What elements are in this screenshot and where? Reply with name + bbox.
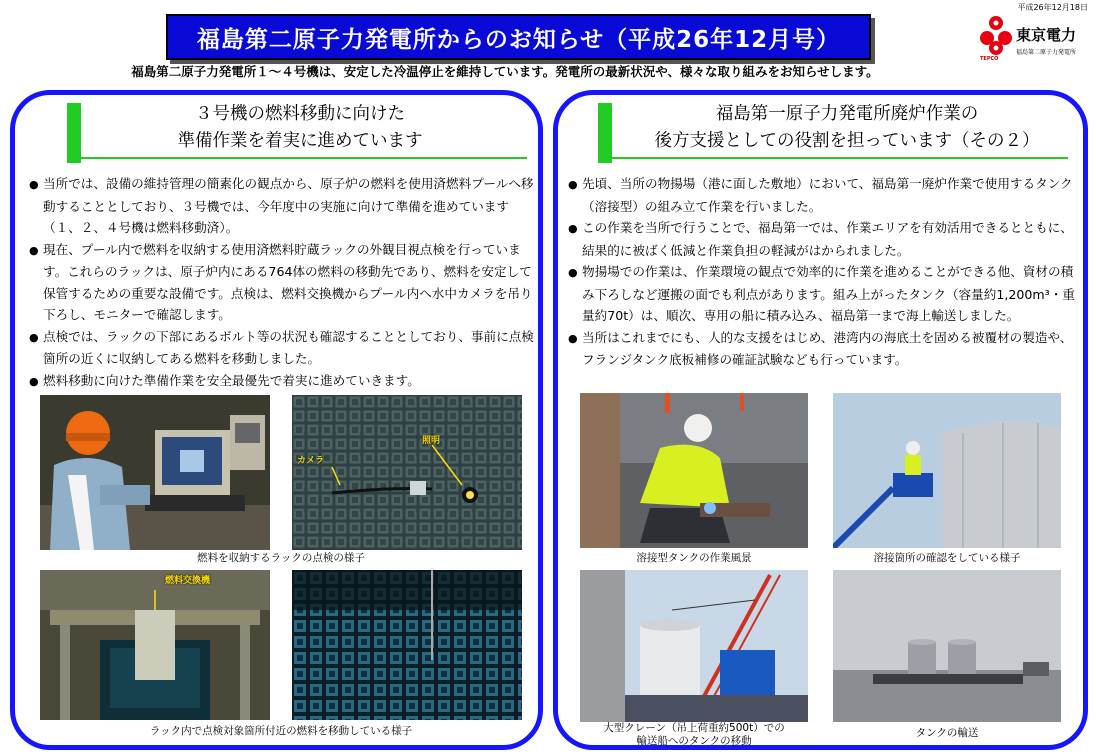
right-article-panel [553,90,1088,750]
caption-weld-check: 溶接箇所の確認をしている様子 [873,552,1021,564]
photo-welding-work [580,393,808,548]
photo-inspection-monitor [40,395,270,550]
heading-line: 後方支援としての役割を担っています（その２） [654,131,1040,151]
issue-date: 平成26年12月18日 [1017,3,1088,12]
heading-accent-bar [598,103,612,163]
list-item: ● 燃料移動に向けた準備作業を安全最優先で着実に進めていきます。 [29,370,539,393]
tepco-mark-icon [980,14,1012,60]
heading-underline [67,157,527,159]
caption-rack-inspection: 燃料を収納するラックの点検の様子 [197,552,365,564]
photo-label-light: 照明 [422,436,441,446]
caption-welding-scene: 溶接型タンクの作業風景 [636,552,752,564]
caption-line: 大型クレーン（吊上荷重約500t）での [603,722,785,734]
photo-weld-check [833,393,1061,548]
heading-line: 準備作業を着実に進めています [177,131,423,151]
list-item: ● 先頃、当所の物揚場（港に面した敷地）において、福島第一廃炉作業で使用するタンク（溶接型）の組み立て作業を行いました。 [568,173,1076,217]
list-item: ● 点検では、ラックの下部にあるボルト等の状況も確認することとしており、事前に点検箇所の近くに収納してある燃料を移動しました。 [29,326,539,370]
photo-pool-rack [292,570,522,720]
heading-accent-bar [67,103,81,163]
list-item: ● 当所では、設備の維持管理の簡素化の観点から、原子炉の燃料を使用済燃料プールへ移動することとしており、３号機では、今年度中の実施に向けて準備を進めています（１、２、４号機は燃料移動済）。 [29,173,539,239]
photo-tank-transport [833,570,1061,722]
tepco-logo [972,14,1090,60]
caption-fuel-moving: ラック内で点検対象箇所付近の燃料を移動している様子 [149,725,413,737]
photo-label-fuel-machine: 燃料交換機 [165,576,211,586]
photo-label-camera: カメラ [297,456,325,466]
right-article-heading [616,101,1078,155]
logo-plant-name: 福島第二原子力発電所 [1016,49,1077,56]
photo-crane-tank [580,570,808,722]
photo-rack-camera [292,395,522,550]
left-bullet-list [29,173,539,392]
list-item: ● 当所はこれまでにも、人的な支援をはじめ、港湾内の海底土を固める被覆材の製造や、フランジタンク底板補修の確証試験なども行っています。 [568,327,1076,371]
left-article-heading [85,101,515,155]
page-subtitle: 福島第二原子力発電所１～４号機は、安定した冷温停止を維持しています。発電所の最新状況や、様々な取り組みをお知らせします。 [131,64,879,79]
page-title: 福島第二原子力発電所からのお知らせ（平成26年12月号） [166,14,871,60]
logo-tepco-text: TEPCO [980,56,999,62]
heading-line: ３号機の燃料移動に向けた [195,104,405,124]
caption-line: 輸送船へのタンクの移動 [636,735,752,747]
logo-company-name: 東京電力 [1016,26,1077,44]
caption-tank-transport: タンクの輸送 [915,727,979,739]
left-article-panel [10,90,543,750]
list-item: ● 物揚場での作業は、作業環境の観点で効率的に作業を進めることができる他、資材の積み下ろしなど運搬の面でも利点があります。組み上がったタンク（容量約1,200m³・重量約70t）は、順次、専用の船に積み込み、福島第一まで海上輸送しました。 [568,261,1076,327]
heading-line: 福島第一原子力発電所廃炉作業の [715,104,979,124]
list-item: ● この作業を当所で行うことで、福島第一では、作業エリアを有効活用できるとともに、結果的に被ばく低減と作業負担の軽減がはかられました。 [568,217,1076,261]
photo-fuel-handling-machine [40,570,270,720]
heading-underline [598,157,1068,159]
right-bullet-list [568,173,1076,371]
caption-crane-transfer [580,722,808,748]
list-item: ● 現在、プール内で燃料を収納する使用済燃料貯蔵ラックの外観目視点検を行っています。これらのラックは、原子炉内にある764体の燃料の移動先であり、燃料を安定して保管するための重要な設備です。点検は、燃料交換機からプール内へ水中カメラを吊り下ろし、モニターで確認します。 [29,239,539,326]
